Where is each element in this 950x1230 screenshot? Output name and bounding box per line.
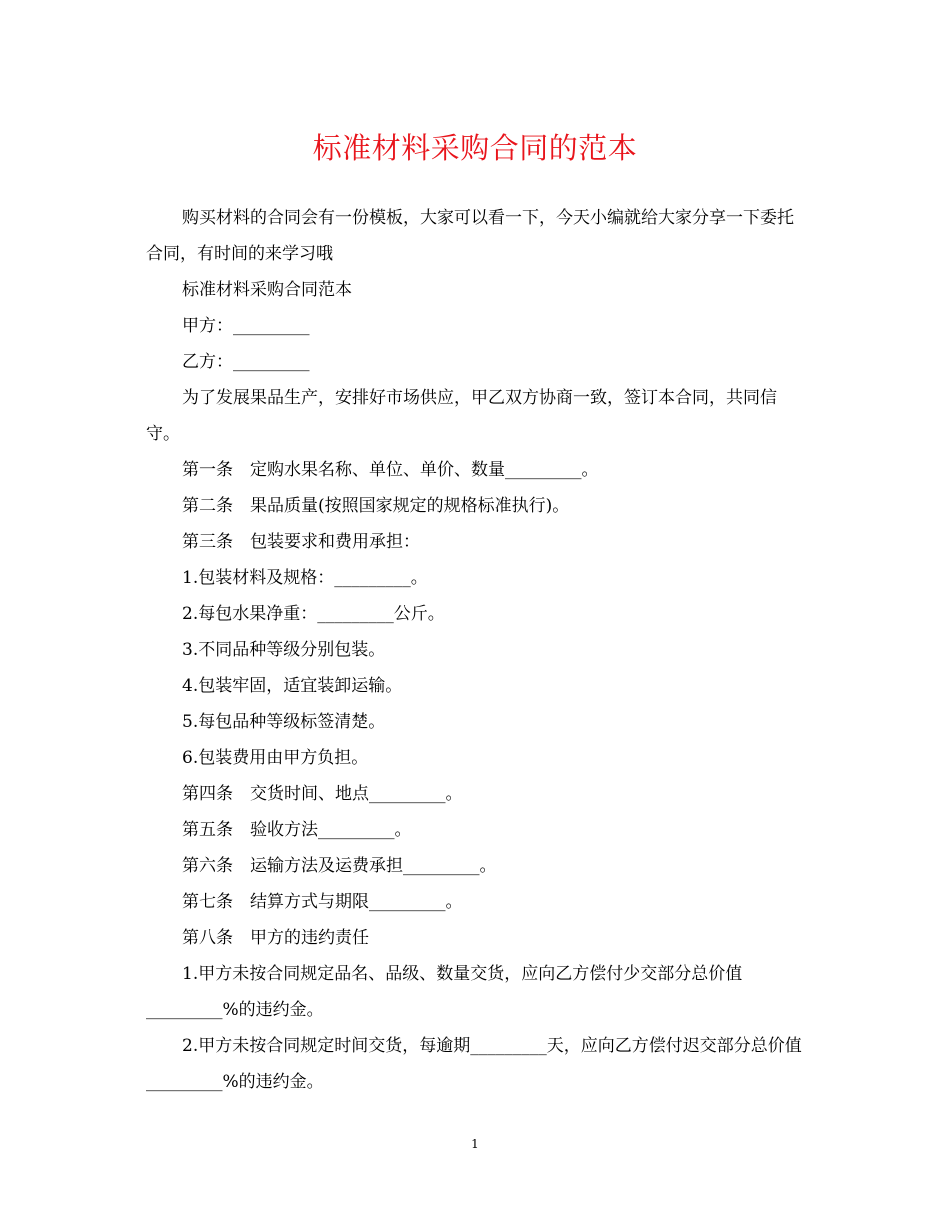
paragraph: 第二条 果品质量(按照国家规定的规格标准执行)。 bbox=[182, 496, 570, 516]
paragraph: 为了发展果品生产，安排好市场供应，甲乙双方协商一致，签订本合同，共同信守。 bbox=[146, 388, 777, 444]
paragraph: 第四条 交货时间、地点_________。 bbox=[182, 784, 463, 804]
paragraph: 第三条 包装要求和费用承担： bbox=[182, 532, 420, 552]
paragraph: 2.每包水果净重：_________公斤。 bbox=[182, 604, 445, 624]
paragraph: 乙方：_________ bbox=[182, 352, 310, 372]
paragraph: 甲方：_________ bbox=[182, 316, 310, 336]
paragraph: 第一条 定购水果名称、单位、单价、数量_________。 bbox=[182, 460, 599, 480]
paragraph: 4.包装牢固，适宜装卸运输。 bbox=[182, 676, 403, 696]
page-number: 1 bbox=[471, 1137, 479, 1151]
paragraph: 第五条 验收方法_________。 bbox=[182, 820, 412, 840]
paragraph: 第八条 甲方的违约责任 bbox=[182, 928, 369, 948]
paragraph: 5.每包品种等级标签清楚。 bbox=[182, 712, 386, 732]
paragraph: 购买材料的合同会有一份模板，大家可以看一下，今天小编就给大家分享一下委托合同，有时间的来学习哦 bbox=[146, 208, 794, 264]
paragraph: 2.甲方未按合同规定时间交货，每逾期_________天，应向乙方偿付迟交部分总价值_________%的违约金。 bbox=[146, 1036, 802, 1092]
paragraph: 1.包装材料及规格：_________。 bbox=[182, 568, 428, 588]
paragraph: 3.不同品种等级分别包装。 bbox=[182, 640, 386, 660]
paragraph: 标准材料采购合同范本 bbox=[182, 280, 352, 300]
paragraph: 1.甲方未按合同规定品名、品级、数量交货，应向乙方偿付少交部分总价值_________%的违约金。 bbox=[146, 964, 743, 1020]
document-title: 标准材料采购合同的范本 bbox=[312, 131, 638, 165]
paragraph: 6.包装费用由甲方负担。 bbox=[182, 748, 369, 768]
paragraph: 第七条 结算方式与期限_________。 bbox=[182, 892, 463, 912]
document-body bbox=[146, 200, 806, 1100]
paragraph: 第六条 运输方法及运费承担_________。 bbox=[182, 856, 497, 876]
